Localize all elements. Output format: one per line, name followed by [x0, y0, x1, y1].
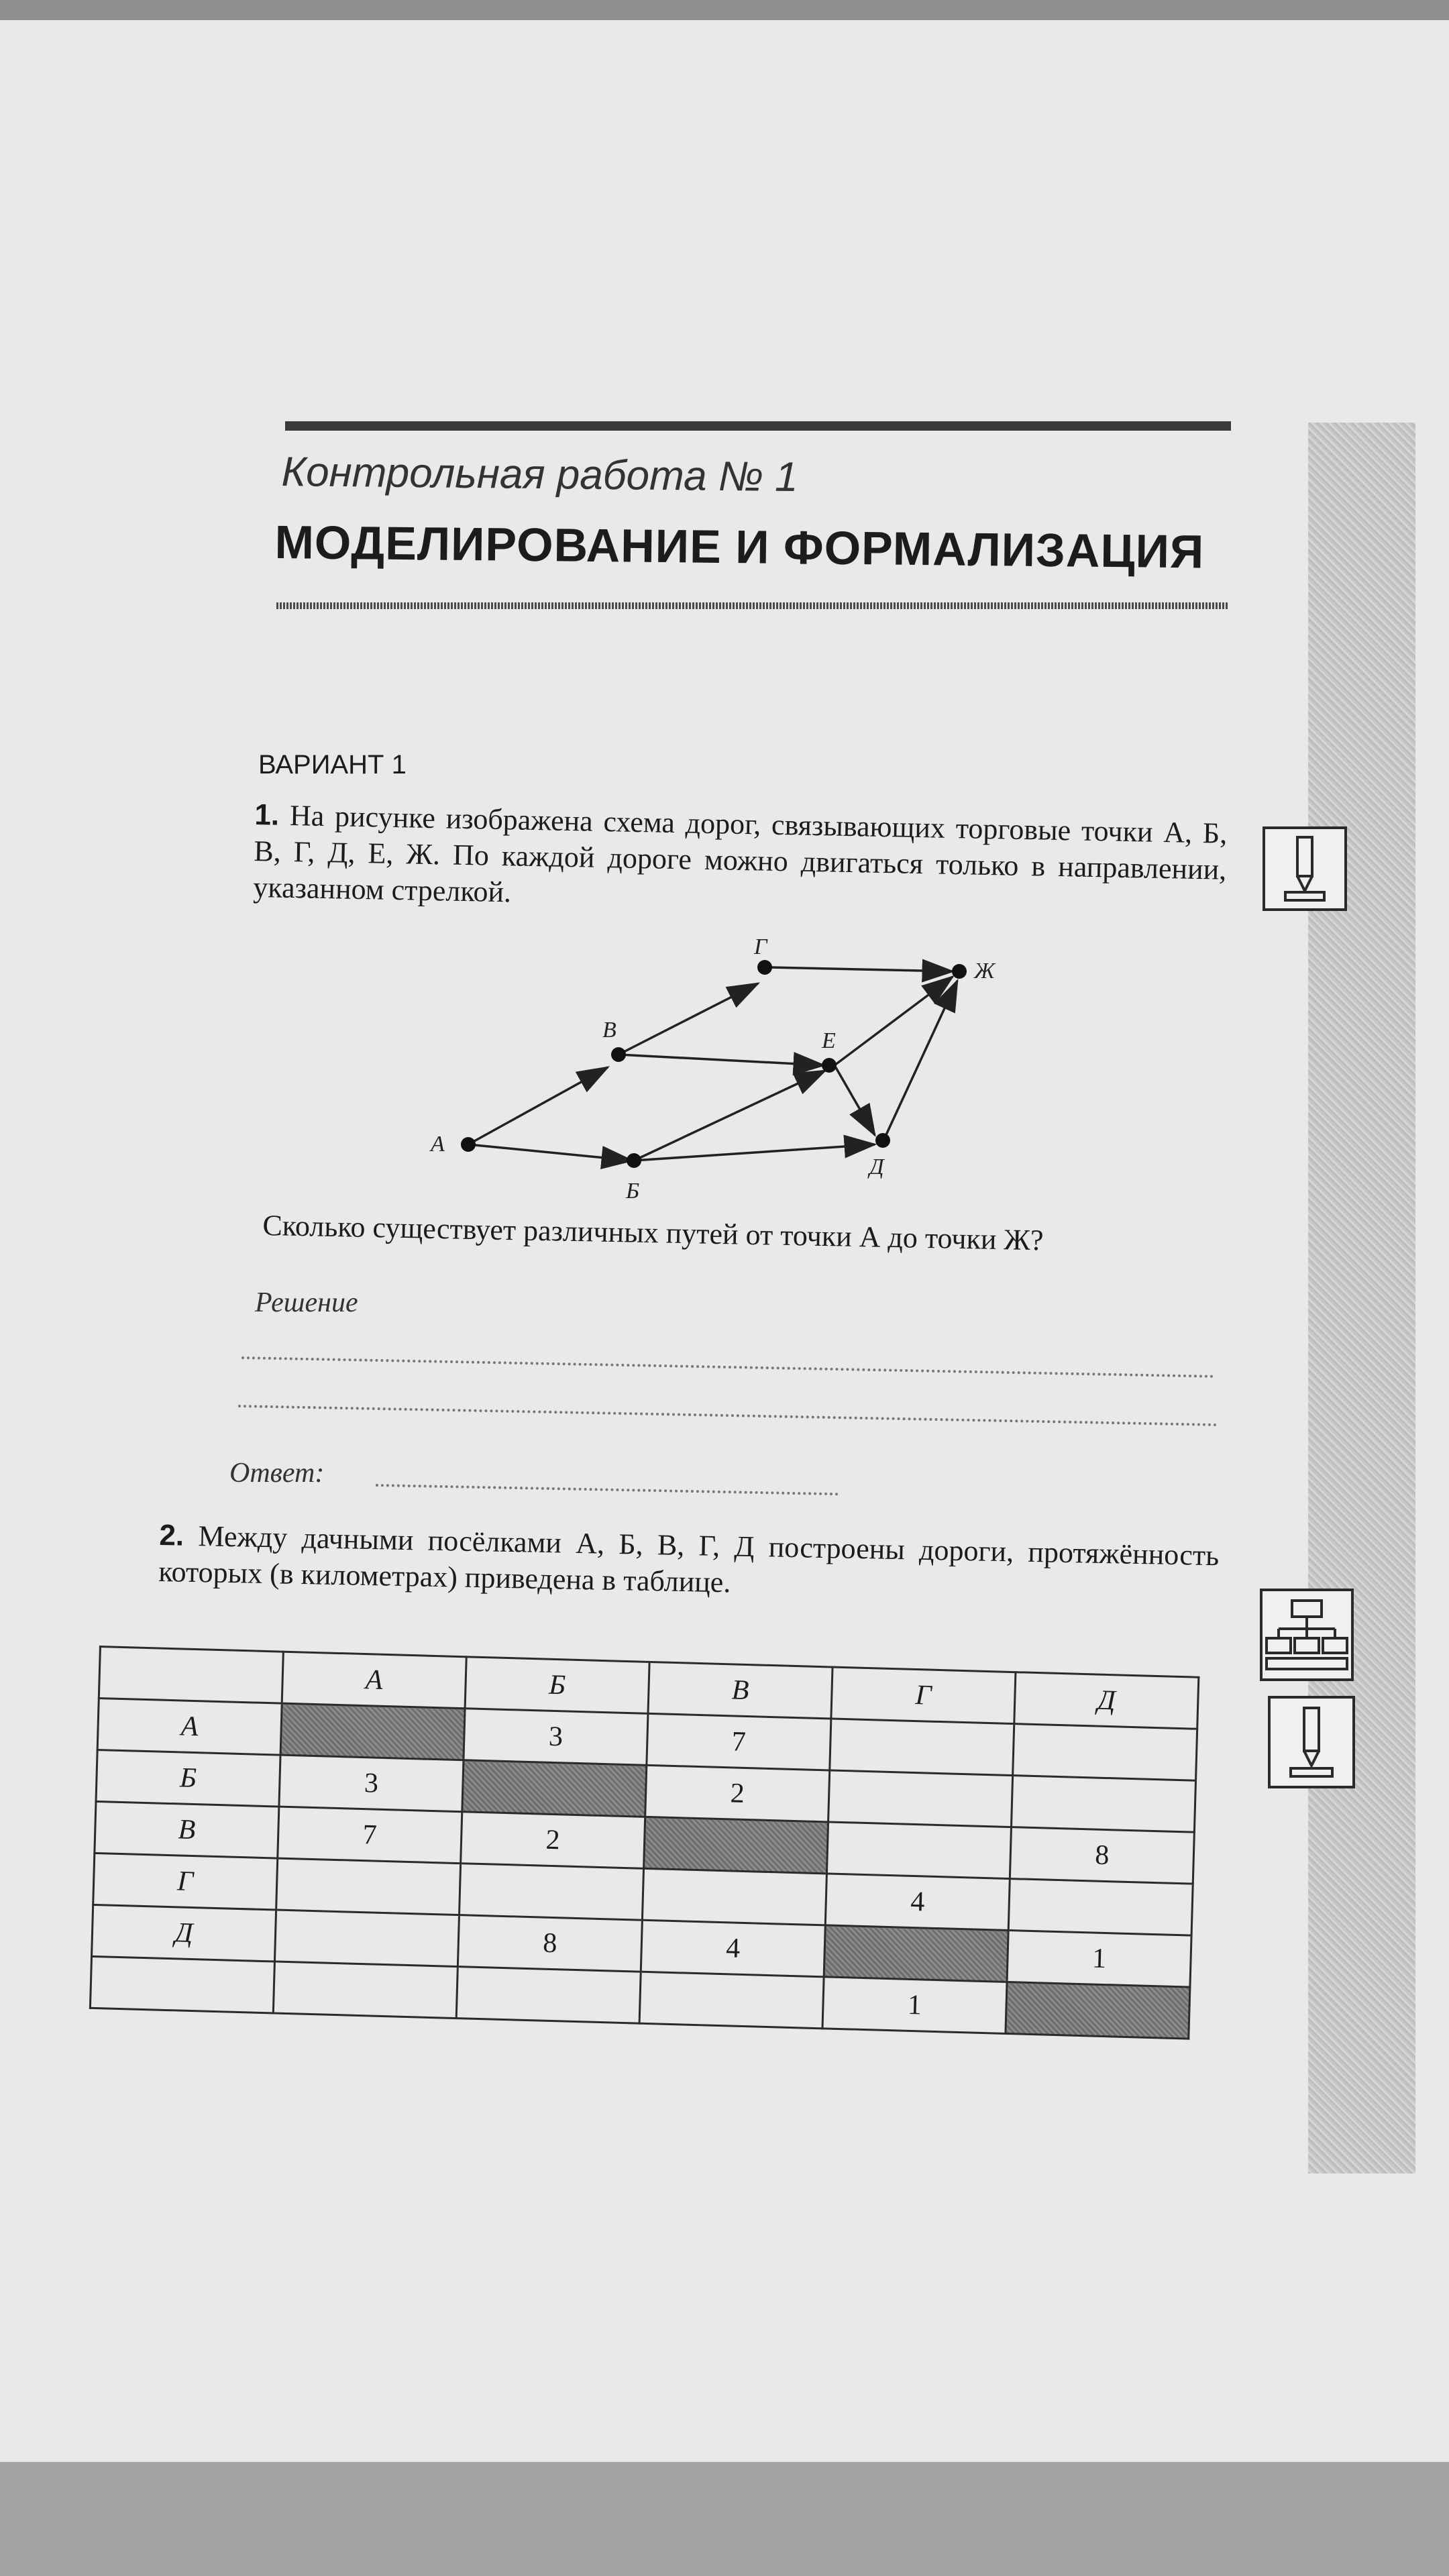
node-b: [627, 1153, 641, 1168]
table-cell: [276, 1858, 461, 1915]
road-graph: [423, 939, 1000, 1221]
edge-v-e: [619, 1055, 824, 1065]
table-cell: 8: [1010, 1827, 1194, 1884]
table-cell: 3: [279, 1755, 464, 1812]
edge-v-g: [619, 983, 758, 1055]
node-a: [461, 1137, 476, 1152]
table-cell: [274, 1910, 459, 1967]
node-label: Г: [754, 939, 767, 959]
table-cell: 1: [1007, 1931, 1191, 1988]
table-cell: В: [95, 1801, 279, 1858]
table-cell: Б: [465, 1657, 649, 1714]
table-cell: Б: [96, 1750, 280, 1807]
table-cell: [828, 1770, 1013, 1827]
table-cell: 2: [645, 1765, 830, 1822]
answer-label: Ответ:: [229, 1458, 325, 1489]
table-cell: 4: [641, 1920, 825, 1977]
node-label: Ж: [974, 959, 996, 983]
table-cell: А: [97, 1699, 282, 1756]
pencil-icon: [1263, 826, 1347, 911]
task1: [253, 797, 1228, 924]
header-bottom-rule: [276, 602, 1228, 609]
table-cell: Д: [1014, 1672, 1199, 1729]
page-title: МОДЕЛИРОВАНИЕ И ФОРМАЛИЗАЦИЯ: [274, 515, 1205, 578]
table-cell: [90, 1956, 274, 2013]
solution-label: Решение: [255, 1287, 358, 1318]
task1-question: Сколько существует различных путей от точки А до точки Ж?: [262, 1208, 1044, 1257]
table-cell: [1006, 1982, 1190, 2039]
table-cell: [280, 1703, 465, 1760]
table-cell: [462, 1760, 647, 1817]
table-cell: 8: [458, 1915, 642, 1972]
table-cell: В: [648, 1662, 833, 1719]
task2-text: Между дачными посёлками А, Б, В, Г, Д построены дороги, протяжённость которых (в километрах) приведена в таблице.: [158, 1519, 1220, 1599]
edge-a-b: [468, 1144, 632, 1161]
table-cell: 3: [464, 1709, 648, 1766]
node-e: [822, 1058, 837, 1073]
task1-number: 1.: [254, 798, 280, 832]
table-cell: Г: [831, 1667, 1016, 1724]
edge-d-zh: [884, 981, 957, 1139]
table-cell: [642, 1868, 826, 1925]
table-cell: [1013, 1724, 1197, 1781]
hierarchy-icon: [1260, 1589, 1354, 1681]
task1-text: На рисунке изображена схема дорог, связывающих торговые точки А, Б, В, Г, Д, Е, Ж. По каждой дороге можно двигаться только в направлении, указанном стрелкой.: [252, 799, 1228, 909]
node-zh: [952, 964, 967, 979]
table-cell: [830, 1719, 1014, 1776]
table-cell: 4: [825, 1874, 1010, 1931]
table-cell: [639, 1972, 824, 2029]
desk-surface: [0, 2462, 1449, 2576]
variant-label: ВАРИАНТ 1: [258, 750, 407, 780]
table-cell: [826, 1822, 1011, 1879]
table-cell: Д: [92, 1904, 276, 1962]
pencil-icon: [1268, 1696, 1355, 1788]
table-cell: [1008, 1879, 1193, 1936]
edge-b-d: [634, 1144, 875, 1161]
edge-a-v: [468, 1067, 608, 1144]
page-subtitle: Контрольная работа № 1: [281, 448, 798, 501]
table-cell: [824, 1925, 1008, 1982]
table-cell: [99, 1647, 283, 1704]
edge-b-e: [634, 1071, 825, 1161]
table-cell: [459, 1864, 643, 1921]
table-cell: 7: [278, 1807, 462, 1864]
table-cell: 1: [822, 1977, 1007, 2034]
table-cell: 2: [461, 1812, 645, 1869]
distance-table: [89, 1646, 1199, 2040]
node-label: Д: [869, 1155, 884, 1179]
table-cell: [273, 1962, 458, 2019]
table-cell: 7: [647, 1713, 831, 1770]
task2-number: 2.: [159, 1518, 184, 1552]
table-cell: А: [282, 1652, 466, 1709]
node-label: В: [602, 1018, 616, 1042]
node-label: Б: [626, 1179, 640, 1203]
node-d: [875, 1133, 890, 1148]
header-top-rule: [285, 421, 1231, 431]
table-cell: [644, 1817, 828, 1874]
node-g: [757, 960, 772, 975]
edge-e-zh: [835, 977, 953, 1065]
edge-g-zh: [770, 967, 953, 971]
table-cell: [1011, 1776, 1195, 1833]
node-v: [611, 1047, 626, 1062]
side-pattern-strip: [1308, 423, 1415, 2174]
node-label: А: [431, 1132, 445, 1157]
edge-e-d: [835, 1065, 875, 1135]
table-cell: [456, 1967, 641, 2024]
node-label: Е: [822, 1028, 836, 1053]
table-cell: Г: [93, 1853, 278, 1910]
